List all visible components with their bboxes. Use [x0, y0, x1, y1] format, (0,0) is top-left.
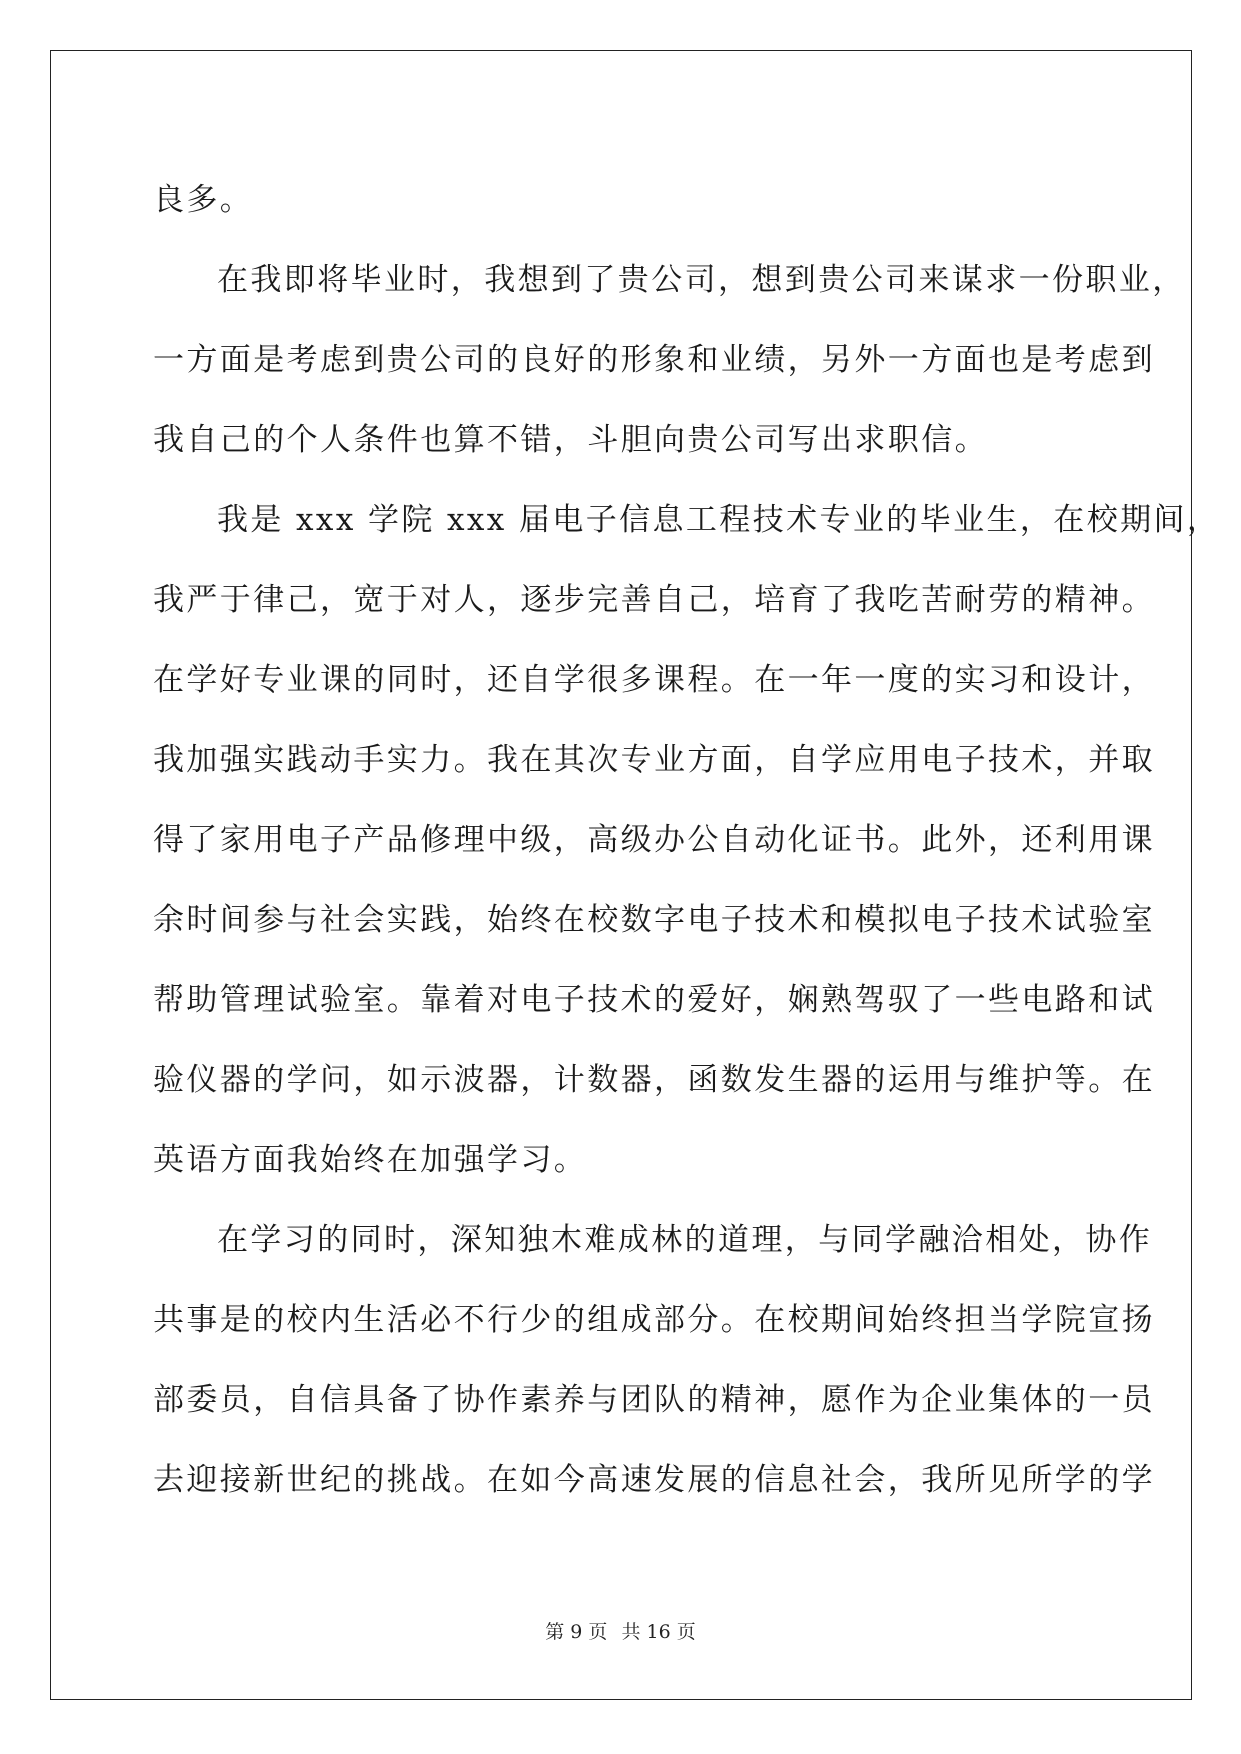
- text-line: 我加强实践动手实力。我在其次专业方面，自学应用电子技术，并取: [153, 742, 1155, 778]
- text-line: 部委员，自信具备了协作素养与团队的精神，愿作为企业集体的一员: [153, 1382, 1155, 1418]
- text-line: 在学好专业课的同时，还自学很多课程。在一年一度的实习和设计，: [153, 662, 1155, 698]
- text-line: 共事是的校内生活必不行少的组成部分。在校期间始终担当学院宣扬: [153, 1302, 1155, 1338]
- text-line: 在学习的同时，深知独木难成林的道理，与同学融洽相处，协作: [217, 1222, 1153, 1258]
- page-total: 共 16 页: [621, 1621, 696, 1643]
- page-number: 第 9 页: [545, 1621, 608, 1643]
- text-line: 得了家用电子产品修理中级，高级办公自动化证书。此外，还利用课: [153, 822, 1155, 858]
- text-line: 帮助管理试验室。靠着对电子技术的爱好，娴熟驾驭了一些电路和试: [153, 982, 1155, 1018]
- text-line: 我自己的个人条件也算不错，斗胆向贵公司写出求职信。: [153, 422, 988, 458]
- text-line: 验仪器的学问，如示波器，计数器，函数发生器的运用与维护等。在: [153, 1062, 1155, 1098]
- text-line: 去迎接新世纪的挑战。在如今高速发展的信息社会，我所见所学的学: [153, 1462, 1155, 1498]
- text-line: 一方面是考虑到贵公司的良好的形象和业绩，另外一方面也是考虑到: [153, 342, 1155, 378]
- text-line: 余时间参与社会实践，始终在校数字电子技术和模拟电子技术试验室: [153, 902, 1155, 938]
- text-line: 我严于律己，宽于对人，逐步完善自己，培育了我吃苦耐劳的精神。: [153, 582, 1155, 618]
- text-line: 在我即将毕业时，我想到了贵公司，想到贵公司来谋求一份职业，: [217, 262, 1186, 298]
- text-line: 良多。: [153, 182, 254, 218]
- page-footer: [0, 1617, 1241, 1644]
- text-line: 英语方面我始终在加强学习。: [153, 1142, 588, 1178]
- document-body: [153, 160, 1221, 1520]
- text-line: 我是 xxx 学院 xxx 届电子信息工程技术专业的毕业生，在校期间，: [217, 502, 1221, 538]
